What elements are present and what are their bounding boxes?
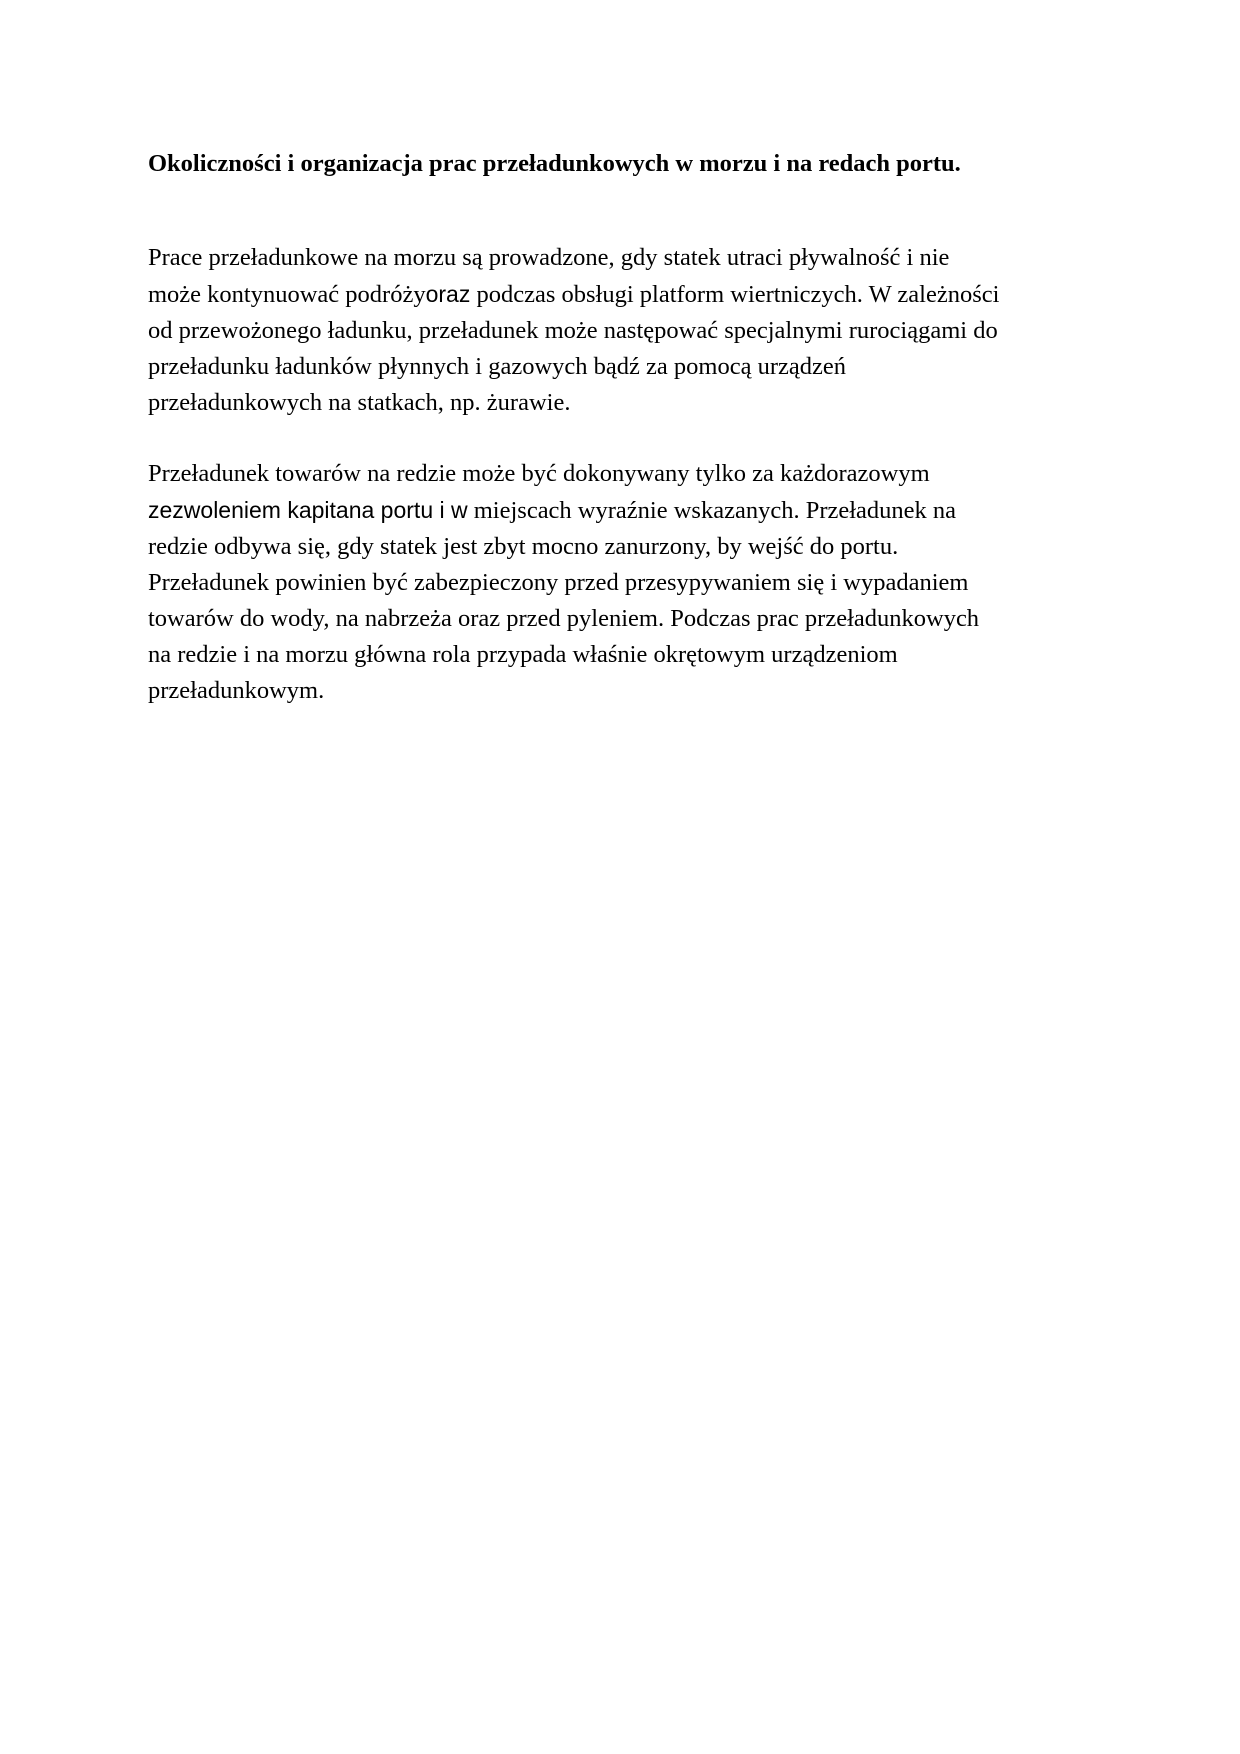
- text-segment: miejscach wyraźnie wskazanych. Przeładunek na: [467, 497, 957, 524]
- document-title: Okoliczności i organizacja prac przeładunkowych w morzu i na redach portu.: [148, 150, 961, 177]
- text-line: od przewożonego ładunku, przeładunek może następować specjalnymi rurociągami do: [148, 317, 998, 344]
- text-line: przeładunku ładunków płynnych i gazowych bądź za pomocą urządzeń: [148, 353, 846, 380]
- text-segment-sans: oraz: [425, 281, 471, 307]
- text-line: przeładunkowym.: [148, 677, 325, 704]
- text-line: [148, 276, 1108, 313]
- text-line: Prace przeładunkowe na morzu są prowadzone, gdy statek utraci pływalność i nie: [148, 244, 950, 271]
- text-segment-sans: zezwoleniem kapitana portu i w: [148, 497, 468, 523]
- text-line: na redzie i na morzu główna rola przypada właśnie okrętowym urządzeniom: [148, 641, 898, 668]
- text-segment: podczas obsługi platform wiertniczych. W zależności: [470, 281, 1000, 308]
- text-segment: może kontynuować podróży: [148, 281, 426, 308]
- paragraph-roadstead-transshipment: [148, 456, 1108, 709]
- text-line: [148, 492, 1108, 529]
- text-line: przeładunkowych na statkach, np. żurawie.: [148, 389, 571, 416]
- text-line: Przeładunek towarów na redzie może być dokonywany tylko za każdorazowym: [148, 460, 930, 487]
- text-line: redzie odbywa się, gdy statek jest zbyt mocno zanurzony, by wejść do portu.: [148, 533, 899, 560]
- paragraph-offshore-transshipment: [148, 240, 1108, 421]
- text-line: towarów do wody, na nabrzeża oraz przed pyleniem. Podczas prac przeładunkowych: [148, 605, 980, 632]
- text-line: Przeładunek powinien być zabezpieczony przed przesypywaniem się i wypadaniem: [148, 569, 969, 596]
